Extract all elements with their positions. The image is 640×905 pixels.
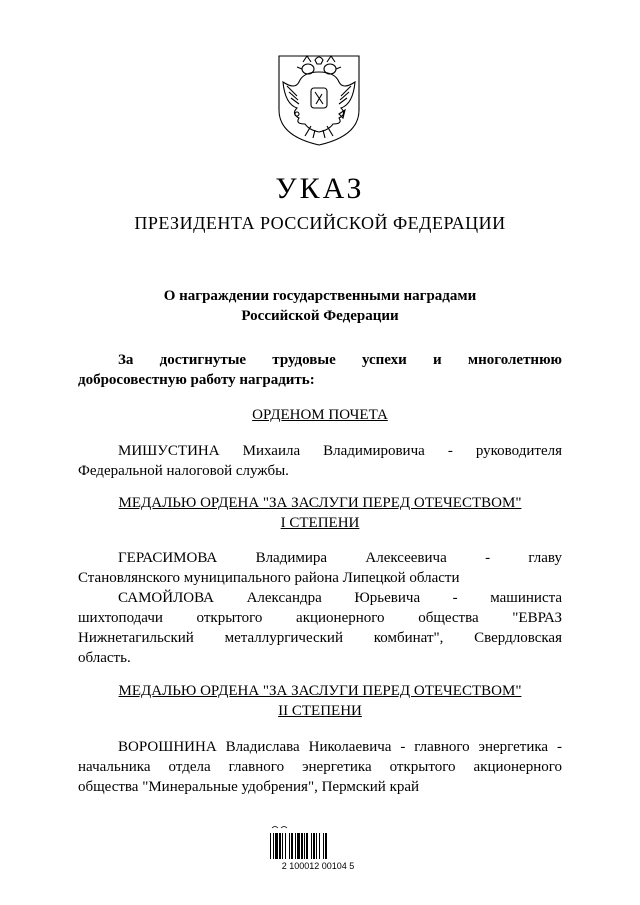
barcode-icon xyxy=(270,825,366,861)
subject-line: О награждении государственными наградами xyxy=(163,288,477,304)
barcode-number: 2 100012 00104 5 xyxy=(281,861,355,871)
paragraph-line: Становлянского муниципального района Липецкой области xyxy=(78,570,460,586)
paragraph-line: начальника отдела главного энергетика открытого акционерного xyxy=(78,759,562,775)
heading-line: II СТЕПЕНИ xyxy=(278,703,362,719)
decree-subject xyxy=(0,286,640,326)
award-paragraph xyxy=(78,737,562,797)
heading-line: МЕДАЛЬЮ ОРДЕНА "ЗА ЗАСЛУГИ ПЕРЕД ОТЕЧЕСТВОМ" xyxy=(118,495,522,511)
heading-line: МЕДАЛЬЮ ОРДЕНА "ЗА ЗАСЛУГИ ПЕРЕД ОТЕЧЕСТВОМ" xyxy=(118,683,522,699)
section-heading: ОРДЕНОМ ПОЧЕТА xyxy=(252,407,388,423)
coat-of-arms-icon xyxy=(275,52,363,148)
paragraph-line: шихтоподачи открытого акционерного общества "ЕВРАЗ xyxy=(78,610,562,626)
award-paragraph xyxy=(78,548,562,668)
paragraph-line: САМОЙЛОВА Александра Юрьевича - машиниста xyxy=(118,590,562,606)
paragraph-line: общества "Минеральные удобрения", Пермский край xyxy=(78,779,420,795)
paragraph-line: ГЕРАСИМОВА Владимира Алексеевича - главу xyxy=(118,550,562,566)
decree-issuer: ПРЕЗИДЕНТА РОССИЙСКОЙ ФЕДЕРАЦИИ xyxy=(134,213,506,233)
section-heading xyxy=(0,493,640,533)
paragraph-line: область. xyxy=(78,650,131,666)
intro-line: добросовестную работу наградить: xyxy=(78,372,315,388)
intro-paragraph xyxy=(78,350,562,390)
subject-line: Российской Федерации xyxy=(241,308,399,324)
paragraph-line: ВОРОШНИНА Владислава Николаевича - главного энергетика - xyxy=(118,739,562,755)
paragraph-line: Нижнетагильский металлургический комбинат", Свердловская xyxy=(78,630,562,646)
section-heading xyxy=(0,681,640,721)
paragraph-line: МИШУСТИНА Михаила Владимировича - руководителя xyxy=(118,443,562,459)
intro-line: За достигнутые трудовые успехи и многолетнюю xyxy=(118,352,562,368)
decree-title: УКАЗ xyxy=(275,172,365,205)
award-paragraph xyxy=(78,441,562,481)
paragraph-line: Федеральной налоговой службы. xyxy=(78,463,289,479)
heading-line: I СТЕПЕНИ xyxy=(280,515,360,531)
